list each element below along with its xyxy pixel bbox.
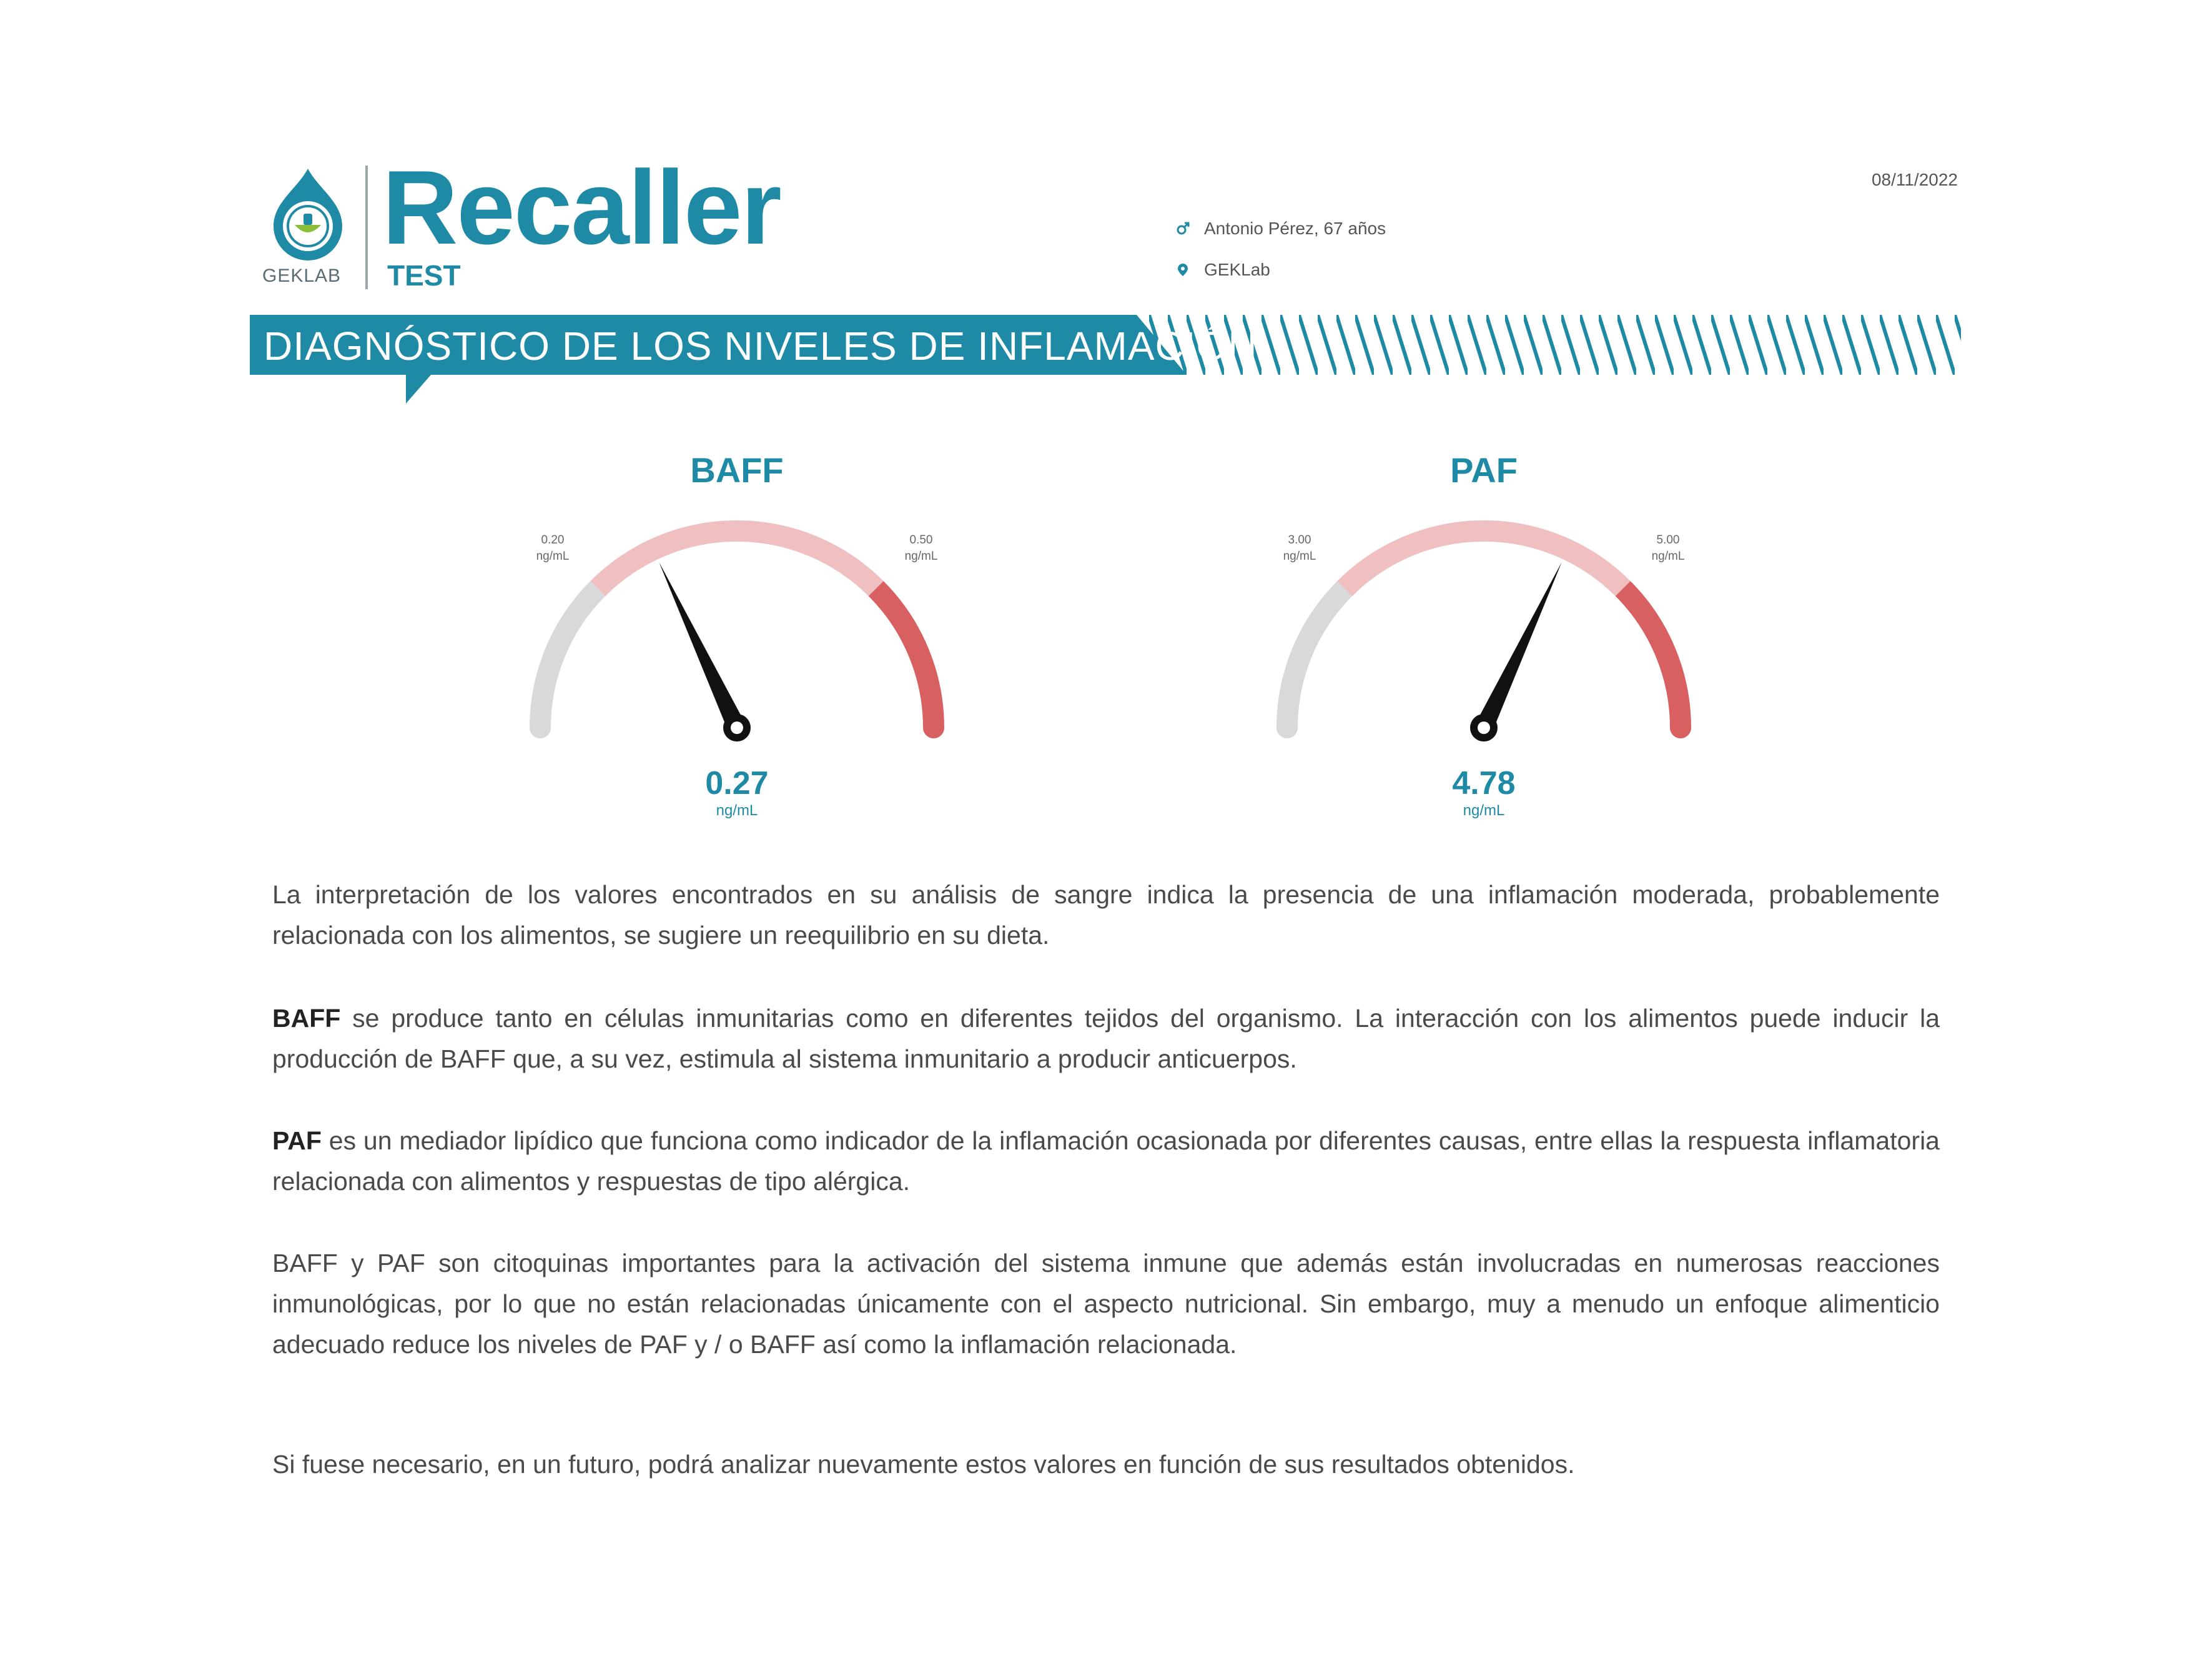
patient-info xyxy=(1175,219,1386,239)
threshold-unit: ng/mL xyxy=(1651,550,1685,563)
lab-name: GEKLab xyxy=(1204,260,1270,279)
threshold-value: 0.50 xyxy=(909,533,933,547)
threshold-value: 0.20 xyxy=(541,533,565,547)
gauge-title: BAFF xyxy=(690,450,784,490)
gauge-arc-low xyxy=(1287,588,1345,728)
gauge-paf xyxy=(1265,437,1702,837)
interpretation-paragraph: La interpretación de los valores encontrados en su análisis de sangre indica la presencia de una inflamación moderada, probablemente relacionada con los alimentos, se sugiere un reequilibrio en su dieta. xyxy=(272,880,1940,950)
baff-description: se produce tanto en células inmunitarias como en diferentes tejidos del organismo. La interacción con los alimentos puede inducir la producción de BAFF que, a su vez, estimula al sistema inmunitario a producir anticuerpos. xyxy=(272,1004,1940,1073)
cytokines-paragraph: BAFF y PAF son citoquinas importantes para la activación del sistema inmune que además están involucradas en numerosas reacciones inmunológicas, por lo que no están relacionadas únicamente con el aspecto nutricional. Sin embargo, muy a menudo un enfoque alimenticio adecuado reduce los niveles de PAF y / o BAFF así como la inflamación relacionada. xyxy=(272,1249,1940,1359)
gauge-high-threshold xyxy=(887,532,955,565)
gauge-arc-normal xyxy=(1345,531,1622,588)
gauge-title: PAF xyxy=(1450,450,1518,490)
paf-description: es un mediador lipídico que funciona como indicador de la inflamación ocasionada por diferentes causas, entre ellas la respuesta inflamatoria relacionada con alimentos y respuestas de tipo alérgica. xyxy=(272,1126,1940,1196)
threshold-unit: ng/mL xyxy=(904,550,938,563)
gauge-arc-high xyxy=(1623,588,1681,728)
gauge-value-unit: ng/mL xyxy=(716,802,758,819)
threshold-value: 5.00 xyxy=(1656,533,1680,547)
gauge-value-unit: ng/mL xyxy=(1463,802,1505,819)
gauge-hub-center xyxy=(731,721,743,734)
logo-divider xyxy=(365,166,368,289)
gauge-arc-normal xyxy=(598,531,876,588)
logo-text: GEKLAB xyxy=(262,265,342,286)
gauge-arc-high xyxy=(876,588,934,728)
patient-name: Antonio Pérez, 67 años xyxy=(1204,219,1386,238)
gauge-needle xyxy=(1475,562,1561,732)
gender-icon xyxy=(1175,221,1190,236)
followup-paragraph: Si fuese necesario, en un futuro, podrá analizar nuevamente estos valores en función de sus resultados obtenidos. xyxy=(272,1450,1575,1479)
report-date: 08/11/2022 xyxy=(1871,170,1958,189)
location-pin-icon xyxy=(1175,262,1190,277)
paf-paragraph xyxy=(272,1121,1940,1202)
brand-title: Recaller xyxy=(382,149,781,266)
brand-subtitle: TEST xyxy=(387,259,461,292)
threshold-unit: ng/mL xyxy=(1283,550,1316,563)
gauge-high-threshold xyxy=(1634,532,1702,565)
baff-term: BAFF xyxy=(272,1004,341,1033)
gauge-arc-low xyxy=(540,588,598,728)
gauge-needle xyxy=(659,562,745,732)
gauge-value: 4.78 xyxy=(1452,765,1516,801)
baff-paragraph xyxy=(272,998,1940,1079)
lab-info xyxy=(1175,260,1270,280)
threshold-value: 3.00 xyxy=(1288,533,1311,547)
paf-term: PAF xyxy=(272,1126,322,1155)
gauge-low-threshold xyxy=(518,532,587,565)
geklab-logo-icon xyxy=(261,164,355,264)
gauge-low-threshold xyxy=(1265,532,1334,565)
section-title: DIAGNÓSTICO DE LOS NIVELES DE INFLAMACIÓN xyxy=(264,324,1258,369)
gauge-value: 0.27 xyxy=(705,765,769,801)
threshold-unit: ng/mL xyxy=(536,550,570,563)
gauge-baff xyxy=(518,437,955,837)
gauge-hub-center xyxy=(1478,721,1490,734)
